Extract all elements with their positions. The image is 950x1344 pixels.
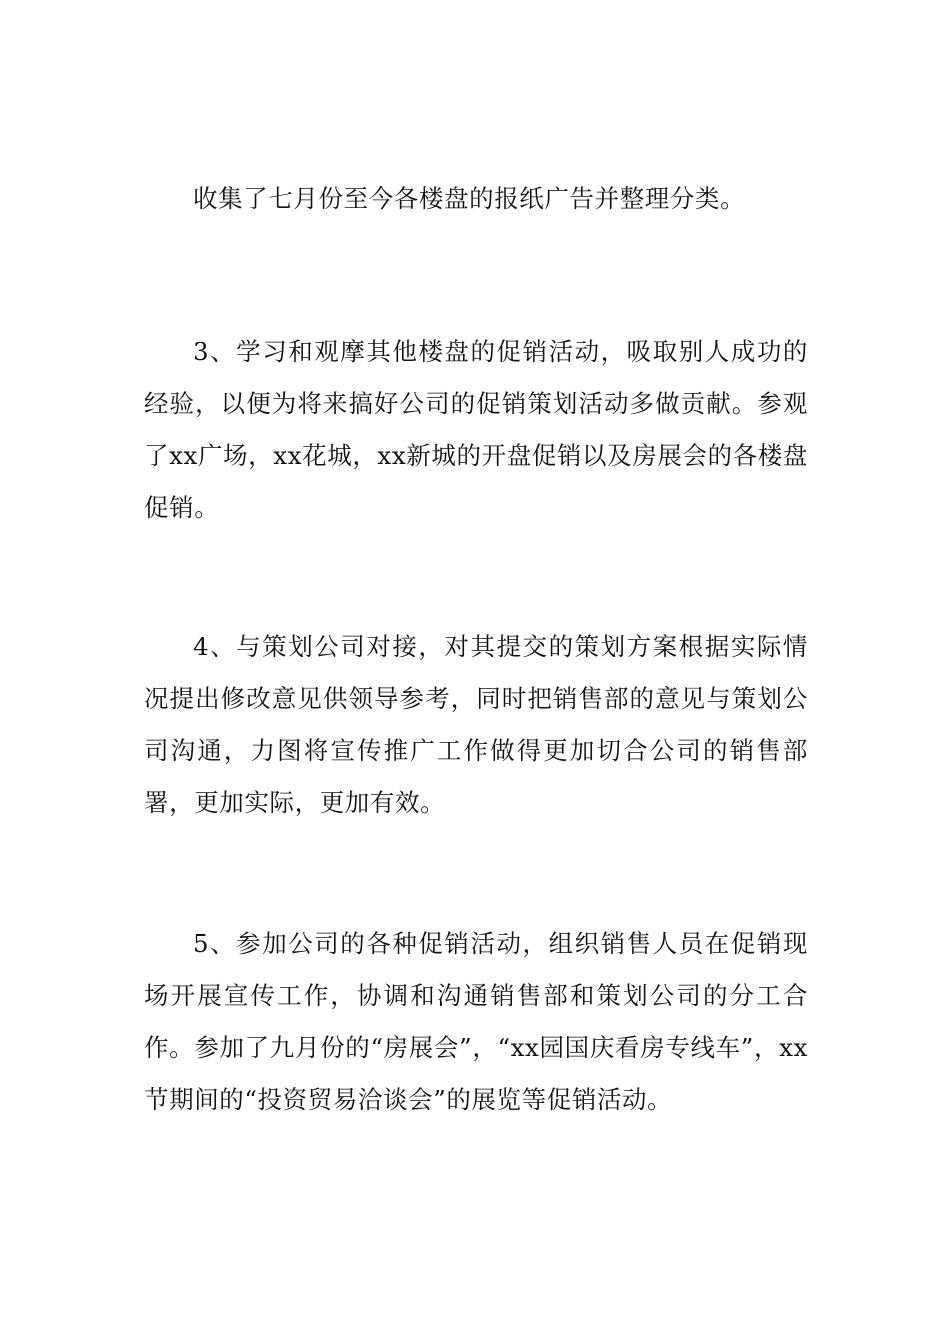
paragraph-item-4-planning-liaison: 4、与策划公司对接，对其提交的策划方案根据实际情况提出修改意见供领导参考，同时把销售部的意见与策划公司沟通，力图将宣传推广工作做得更加切合公司的销售部署，更加实际，更加有效。 [144,632,808,817]
paragraph-newspaper-ads: 收集了七月份至今各楼盘的报纸广告并整理分类。 [193,184,746,213]
paragraph-item-3-promotion-study: 3、学习和观摩其他楼盘的促销活动，吸取别人成功的经验，以便为将来搞好公司的促销策划活动多做贡献。参观了xx广场，xx花城，xx新城的开盘促销以及房展会的各楼盘促销。 [144,337,808,522]
paragraph-item-5-promotion-events: 5、参加公司的各种促销活动，组织销售人员在促销现场开展宣传工作，协调和沟通销售部和策划公司的分工合作。参加了九月份的“房展会”，“xx园国庆看房专线车”，xx节期间的“投资贸易洽谈会”的展览等促销活动。 [144,929,808,1114]
